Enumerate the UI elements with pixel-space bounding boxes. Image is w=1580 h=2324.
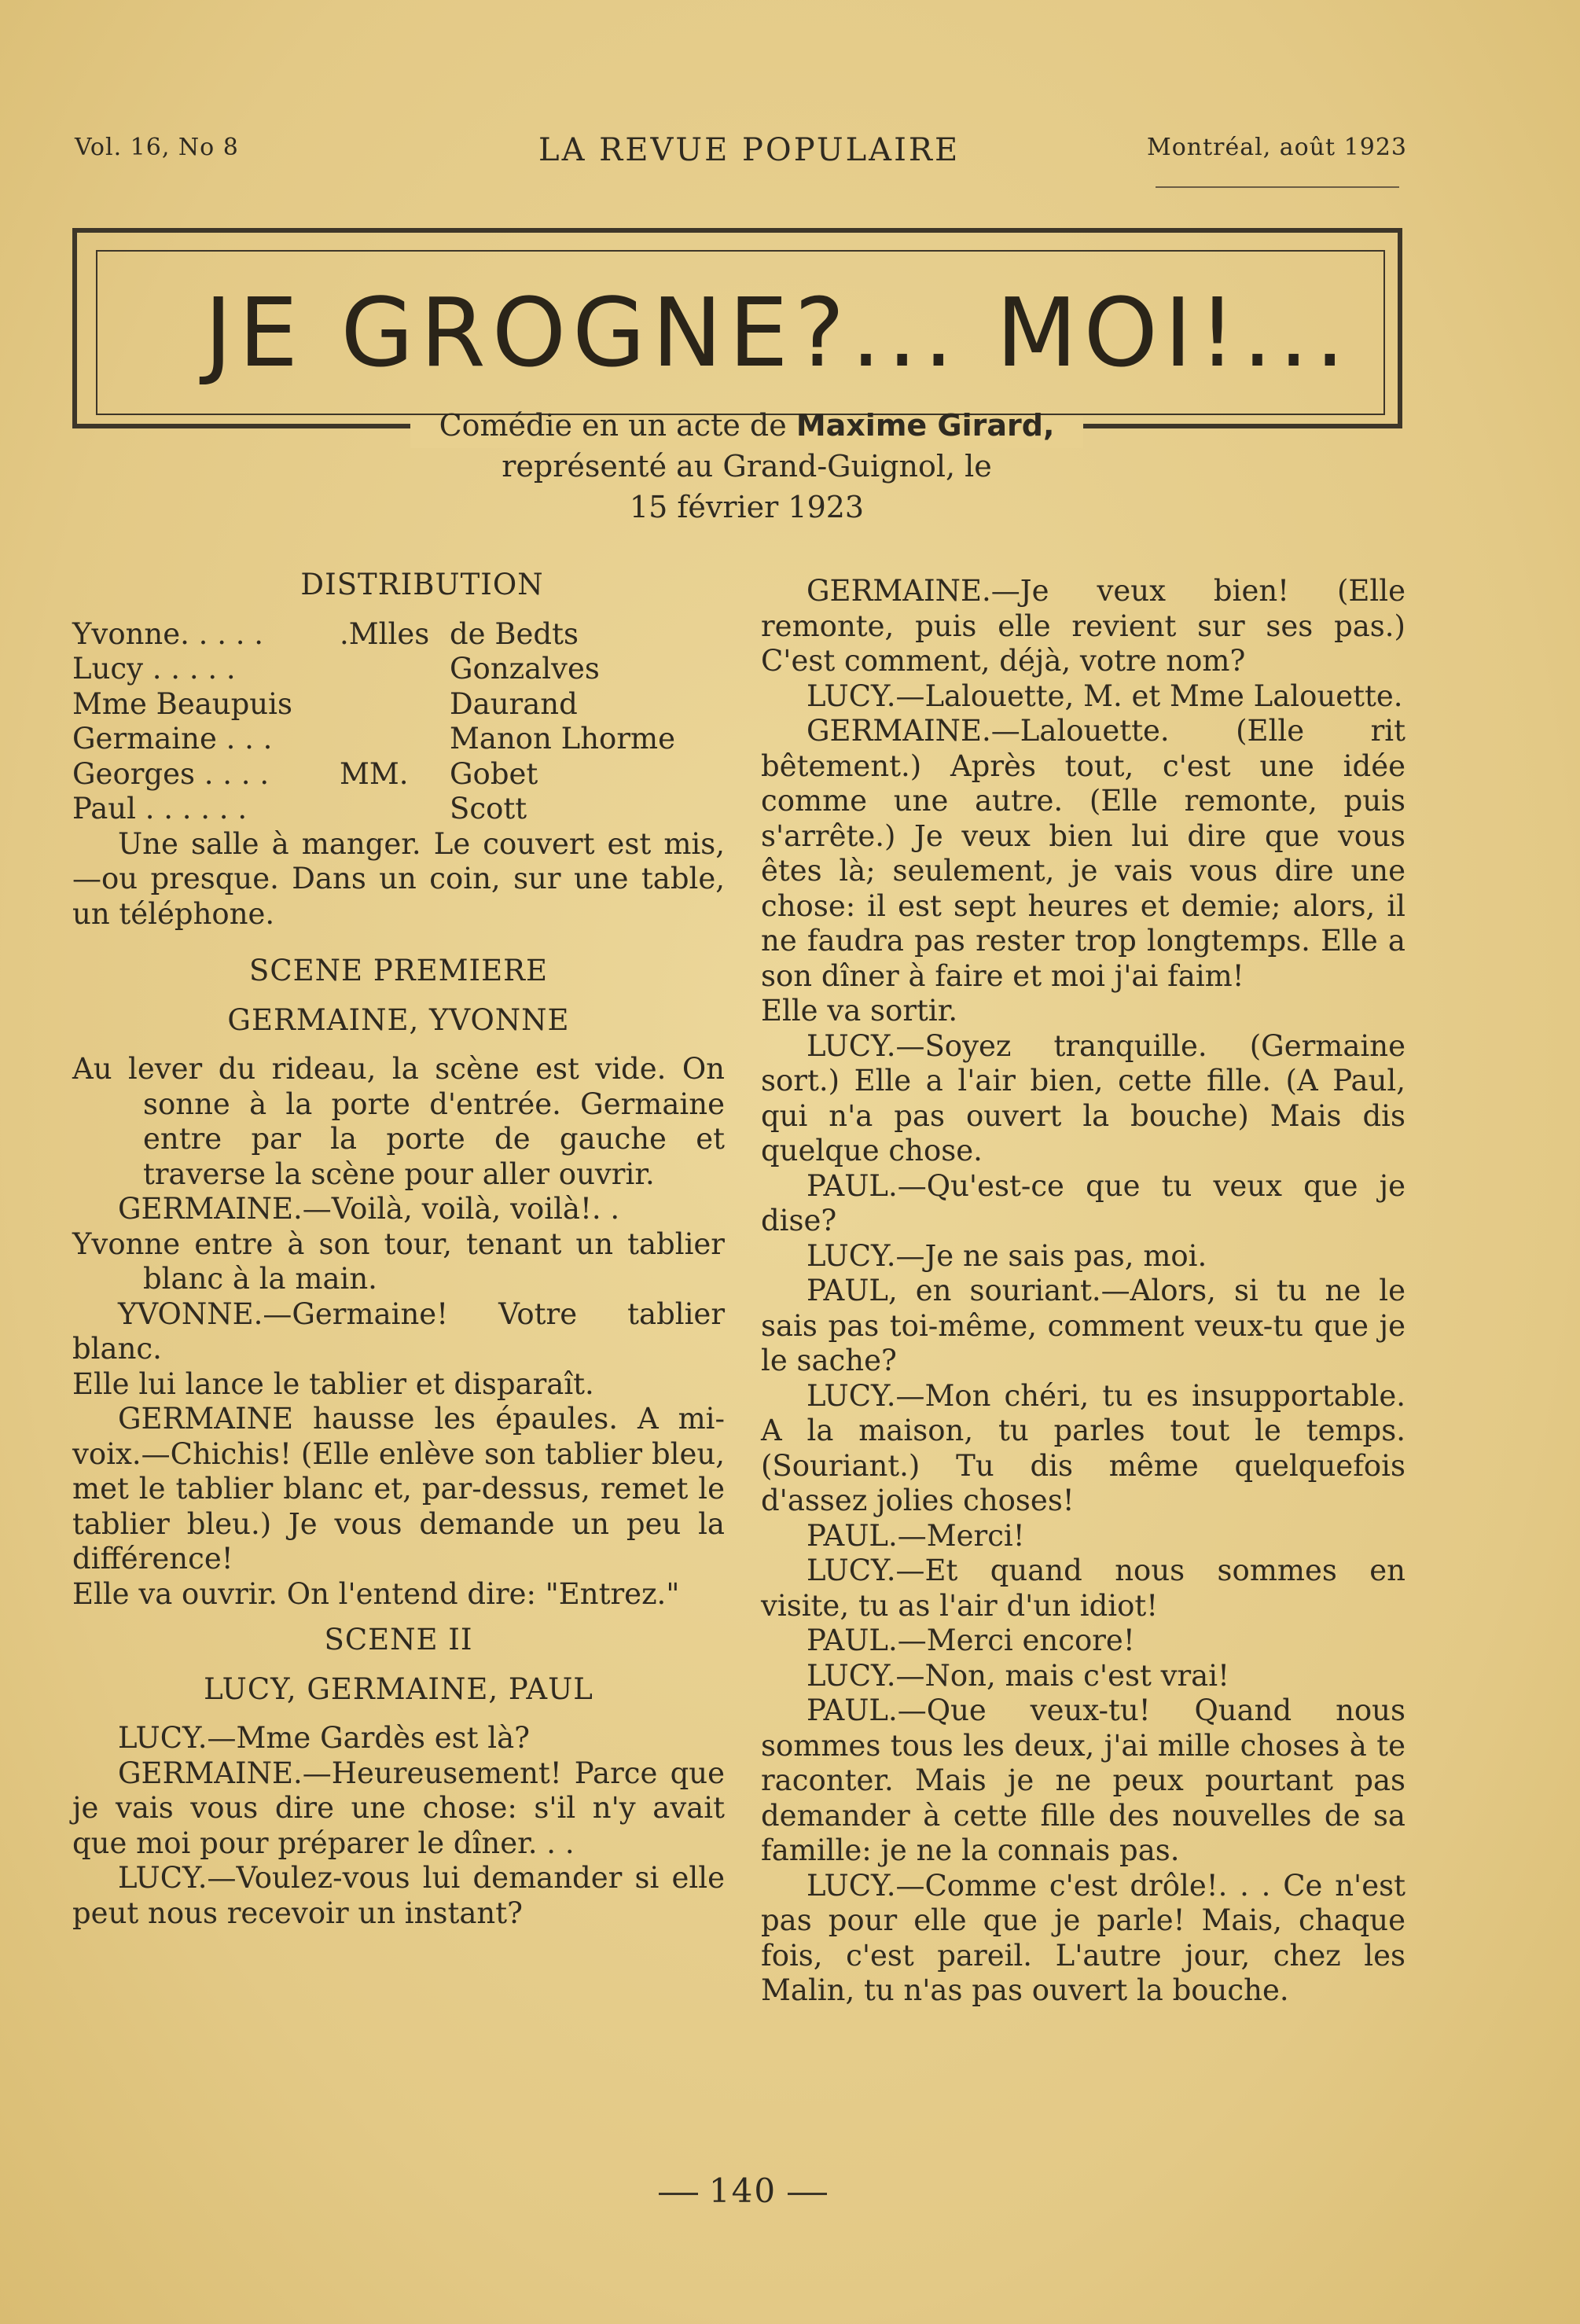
cast-actor: Scott bbox=[450, 792, 527, 826]
cast-row bbox=[72, 722, 725, 757]
stage-setting: Une salle à manger. Le couvert est mis,—ou presque. Dans un coin, sur une table, un téléphone. bbox=[72, 826, 725, 931]
dialogue-line: PAUL.—Merci! bbox=[807, 1518, 1025, 1553]
stage-direction: Elle va ouvrir. On l'entend dire: "Entrez." bbox=[72, 1576, 680, 1611]
page-number: 140 bbox=[645, 2171, 841, 2210]
cast-actor: Manon Lhorme bbox=[450, 722, 675, 756]
cast-row bbox=[72, 687, 725, 723]
dialogue-line: LUCY.—Non, mais c'est vrai! bbox=[807, 1658, 1229, 1693]
cast-mark bbox=[340, 722, 450, 757]
volume-number: Vol. 16, No 8 bbox=[75, 134, 239, 161]
dialogue-line: LUCY.—Lalouette, M. et Mme Lalouette. bbox=[807, 678, 1403, 713]
cast-row bbox=[72, 652, 725, 687]
stage-direction: Elle va sortir. bbox=[761, 994, 958, 1028]
cast-row bbox=[72, 792, 725, 827]
cast-mark bbox=[340, 687, 450, 723]
cast-mark: .Mlles bbox=[340, 616, 430, 651]
cast-role: Germaine . . . bbox=[72, 722, 273, 756]
stage-direction: Au lever du rideau, la scène est vide. On sonne à la porte d'entrée. Germaine entre par la porte de gauche et traverse la scène pour aller ouvrir. bbox=[72, 1052, 725, 1191]
header-rule bbox=[1156, 186, 1399, 188]
cast-list bbox=[72, 617, 725, 827]
cast-role: Lucy . . . . . bbox=[72, 652, 236, 686]
stage-direction: Elle lui lance le tablier et disparaît. bbox=[72, 1366, 594, 1401]
subtitle-date: 15 février 1923 bbox=[629, 490, 865, 524]
subtitle-prefix: Comédie en un acte de bbox=[439, 408, 787, 443]
dialogue-line: GERMAINE.—Heureusement! Parce que je vais vous dire une chose: s'il n'y avait que moi pour préparer le dîner. . . bbox=[72, 1756, 725, 1860]
dialogue-line: LUCY.—Mon chéri, tu es insupportable. A la maison, tu parles tout le temps. (Souriant.) Tu dis même quelquefois d'assez jolies choses! bbox=[761, 1378, 1405, 1517]
dialogue-line: LUCY.—Comme c'est drôle!. . . Ce n'est pas pour elle que je parle! Mais, chaque fois, c'est pareil. L'autre jour, chez les Malin, tu n'as pas ouvert la bouche. bbox=[761, 1868, 1405, 2007]
cast-actor: Gobet bbox=[450, 756, 538, 791]
dialogue-line: PAUL.—Merci encore! bbox=[807, 1623, 1135, 1657]
dialogue-line: LUCY.—Et quand nous sommes en visite, tu as l'air d'un idiot! bbox=[761, 1554, 1405, 1623]
cast-mark bbox=[340, 652, 450, 687]
dialogue-line: LUCY.—Je ne sais pas, moi. bbox=[807, 1238, 1207, 1273]
dialogue-line: GERMAINE hausse les épaules. A mi-voix.—Chichis! (Elle enlève son tablier bleu, met le tablier blanc et, par-dessus, remet le tablier bleu.) Je vous demande un peu la différence! bbox=[72, 1402, 725, 1576]
cast-row bbox=[72, 757, 725, 792]
cast-role: Paul . . . . . . bbox=[72, 792, 248, 826]
cast-mark bbox=[340, 792, 450, 827]
dialogue-line: GERMAINE.—Voilà, voilà, voilà!. . bbox=[118, 1192, 620, 1226]
cast-row bbox=[72, 617, 725, 653]
stage-direction: Yvonne entre à son tour, tenant un tablier blanc à la main. bbox=[72, 1226, 725, 1296]
cast-role: Georges . . . . bbox=[72, 756, 270, 791]
scene-heading: GERMAINE, YVONNE bbox=[227, 1002, 570, 1037]
subtitle-venue: représenté au Grand-Guignol, le bbox=[502, 449, 992, 484]
publication-name: LA REVUE POPULAIRE bbox=[538, 132, 961, 168]
dialogue-line: PAUL.—Qu'est-ce que tu veux que je dise? bbox=[761, 1168, 1405, 1237]
dialogue-line: LUCY.—Soyez tranquille. (Germaine sort.) Elle a l'air bien, cette fille. (A Paul, qui n'a pas ouvert la bouche) Mais dis quelque chose. bbox=[761, 1028, 1405, 1168]
left-column-text bbox=[72, 954, 725, 1931]
cast-actor: Daurand bbox=[450, 686, 578, 721]
scene-heading: LUCY, GERMAINE, PAUL bbox=[204, 1671, 593, 1706]
scene-heading: SCENE II bbox=[324, 1623, 473, 1657]
dialogue-line: PAUL.—Que veux-tu! Quand nous sommes tous les deux, j'ai mille choses à te raconter. Mais je ne peux pourtant pas demander à cette fille des nouvelles de sa famille: je ne la connais pas. bbox=[761, 1693, 1405, 1867]
play-title: JE GROGNE?... MOI!... bbox=[204, 279, 1351, 388]
dialogue-line: YVONNE.—Germaine! Votre tablier blanc. bbox=[72, 1296, 725, 1366]
author-name: Maxime Girard, bbox=[796, 408, 1055, 443]
left-column bbox=[72, 568, 725, 1931]
right-column-text bbox=[761, 574, 1405, 2009]
dialogue-line: LUCY.—Voulez-vous lui demander si elle peut nous recevoir un instant? bbox=[72, 1861, 725, 1930]
play-subtitle bbox=[409, 405, 1085, 528]
cast-role: Yvonne. . . . . bbox=[72, 616, 264, 651]
dialogue-line: GERMAINE.—Je veux bien! (Elle remonte, puis elle revient sur ses pas.) C'est comment, déjà, votre nom? bbox=[761, 574, 1405, 678]
cast-actor: Gonzalves bbox=[450, 652, 600, 686]
issue-date: Montréal, août 1923 bbox=[1146, 134, 1407, 161]
scene-heading: SCENE PREMIERE bbox=[249, 954, 548, 987]
right-column bbox=[761, 574, 1405, 2009]
dialogue-line: LUCY.—Mme Gardès est là? bbox=[118, 1721, 530, 1755]
distribution-heading: DISTRIBUTION bbox=[300, 568, 544, 601]
cast-role: Mme Beaupuis bbox=[72, 686, 292, 721]
dialogue-line: PAUL, en souriant.—Alors, si tu ne le sais pas toi-même, comment veux-tu que je le sache? bbox=[761, 1274, 1405, 1377]
cast-mark: MM. bbox=[340, 756, 409, 791]
dialogue-line: GERMAINE.—Lalouette. (Elle rit bêtement.) Après tout, c'est une idée comme une autre. (Elle remonte, puis s'arrête.) Je veux bien lui dire que vous êtes là; seulement, je vais vous dire une chose: il est sept heures et demie; alors, il ne faudra pas rester trop longtemps. Elle a son dîner à faire et moi j'ai faim! bbox=[761, 714, 1405, 993]
running-header bbox=[75, 132, 1407, 171]
cast-actor: de Bedts bbox=[450, 616, 579, 651]
